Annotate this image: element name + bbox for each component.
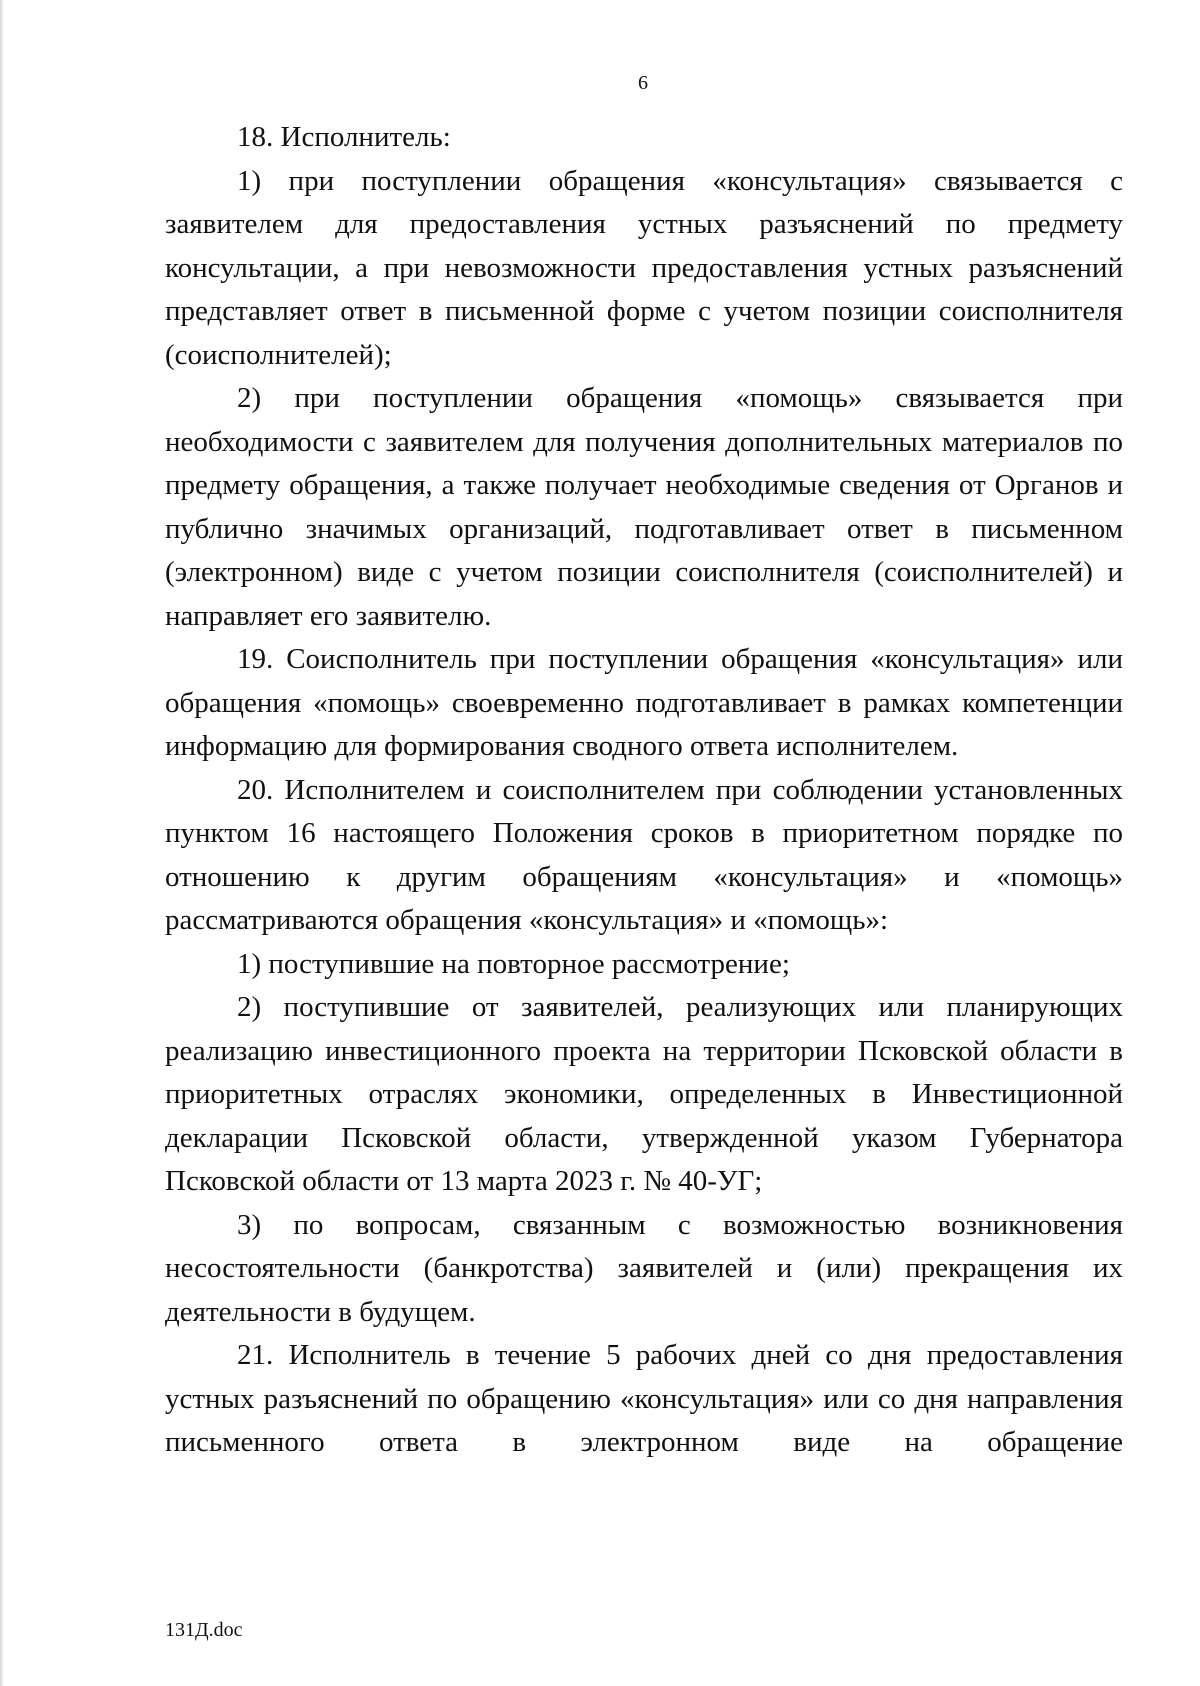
scan-edge: [0, 0, 4, 1686]
paragraph-18-heading: 18. Исполнитель:: [237, 121, 451, 153]
paragraph-20-item-2: 2) поступившие от заявителей, реализующих или планирующих реализацию инвестиционного проекта на территории Псковской области в приоритетных отраслях экономики, определенных в Инвестиционной декларации Псковской области, утвержденной указом Губернатора Псковской области от 13 марта 2023 г. № 40-УГ;: [165, 991, 1123, 1197]
paragraph-18-item-1: 1) при поступлении обращения «консультация» связывается с заявителем для предоставления устных разъяснений по предмету консультации, а при невозможности предоставления устных разъяснений представляет ответ в письменной форме с учетом позиции соисполнителя (соисполнителей);: [165, 164, 1123, 371]
paragraph-20-item-3: 3) по вопросам, связанным с возможностью возникновения несостоятельности (банкротства) заявителей и (или) прекращения их деятельности в будущем.: [165, 1208, 1123, 1328]
page-number: 6: [638, 72, 648, 94]
footer-filename: 131Д.doc: [165, 1619, 243, 1641]
paragraph-21: 21. Исполнитель в течение 5 рабочих дней со дня предоставления устных разъяснений по обращению «консультация» или со дня направления письменного ответа в электронном виде на обращение: [165, 1339, 1123, 1458]
paragraph-20-item-1: 1) поступившие на повторное рассмотрение;: [237, 947, 790, 980]
paragraph-20: 20. Исполнителем и соисполнителем при соблюдении установленных пунктом 16 настоящего Положения сроков в приоритетном порядке по отношению к другим обращениям «консультация» и «помощь» рассматриваются обращения «консультация» и «помощь»:: [165, 773, 1123, 936]
paragraph-19: 19. Соисполнитель при поступлении обращения «консультация» или обращения «помощь» своевременно подготавливает в рамках компетенции информацию для формирования сводного ответа исполнителем.: [165, 643, 1123, 762]
paragraph-18-item-2: 2) при поступлении обращения «помощь» связывается при необходимости с заявителем для получения дополнительных материалов по предмету обращения, а также получает необходимые сведения от Органов и публично значимых организаций, подготавливает ответ в письменном (электронном) виде с учетом позиции соисполнителя (соисполнителей) и направляет его заявителю.: [165, 382, 1123, 632]
document-body: [165, 116, 1123, 1465]
